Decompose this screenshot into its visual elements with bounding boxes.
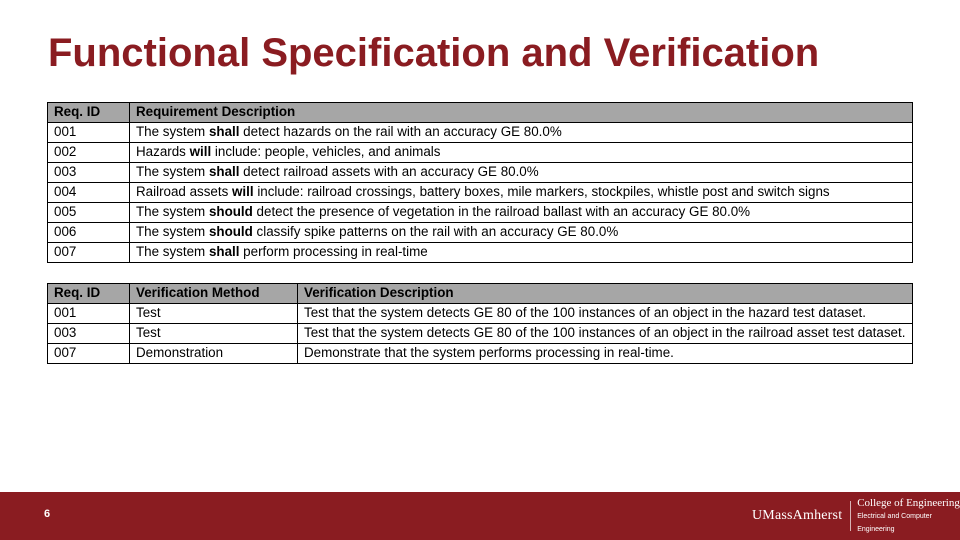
slide-title: Functional Specification and Verification bbox=[48, 31, 820, 75]
requirement-description-cell bbox=[130, 203, 913, 223]
verification-description-cell: Test that the system detects GE 80 of the 100 instances of an object in the hazard test dataset. bbox=[298, 304, 913, 324]
college-block bbox=[851, 497, 960, 536]
requirement-keyword: shall bbox=[208, 164, 240, 179]
requirement-keyword: should bbox=[208, 204, 253, 219]
req-id-cell: 001 bbox=[48, 304, 130, 324]
requirements-table bbox=[47, 102, 913, 263]
table-row bbox=[48, 143, 913, 163]
requirement-description-cell bbox=[130, 223, 913, 243]
req-id-cell: 003 bbox=[48, 163, 130, 183]
verification-description-cell: Test that the system detects GE 80 of the 100 instances of an object in the railroad asset test dataset. bbox=[298, 324, 913, 344]
description-text: perform processing in real-time bbox=[239, 244, 428, 259]
req-id-cell: 007 bbox=[48, 243, 130, 263]
description-text: The system bbox=[136, 224, 209, 239]
req-id-cell: 001 bbox=[48, 123, 130, 143]
requirement-description-cell bbox=[130, 143, 913, 163]
verification-method-cell: Test bbox=[130, 324, 298, 344]
table-row bbox=[48, 344, 913, 364]
university-name: UMassAmherst bbox=[752, 508, 843, 523]
requirement-description-cell bbox=[130, 123, 913, 143]
requirement-description-cell bbox=[130, 163, 913, 183]
table-row bbox=[48, 203, 913, 223]
description-text: include: railroad crossings, battery boxes, mile markers, stockpiles, whistle post and switch signs bbox=[253, 184, 830, 199]
table-row bbox=[48, 123, 913, 143]
req-id-cell: 006 bbox=[48, 223, 130, 243]
table-row bbox=[48, 324, 913, 344]
table-row bbox=[48, 304, 913, 324]
column-header-verification-method: Verification Method bbox=[130, 284, 298, 304]
page-number: 6 bbox=[44, 508, 51, 520]
column-header-requirement-description: Requirement Description bbox=[130, 103, 913, 123]
umass-logo bbox=[752, 496, 960, 533]
verification-method-cell: Test bbox=[130, 304, 298, 324]
requirement-keyword: will bbox=[189, 144, 212, 159]
department-name: Electrical and Computer Engineering bbox=[857, 512, 932, 533]
description-text: The system bbox=[136, 244, 209, 259]
table-header-row bbox=[48, 284, 913, 304]
table-row bbox=[48, 183, 913, 203]
description-text: detect hazards on the rail with an accuracy GE 80.0% bbox=[239, 124, 562, 139]
requirement-keyword: shall bbox=[208, 124, 240, 139]
description-text: Hazards bbox=[136, 144, 190, 159]
table-header-row bbox=[48, 103, 913, 123]
req-id-cell: 007 bbox=[48, 344, 130, 364]
description-text: The system bbox=[136, 164, 209, 179]
req-id-cell: 005 bbox=[48, 203, 130, 223]
description-text: detect the presence of vegetation in the railroad ballast with an accuracy GE 80.0% bbox=[252, 204, 751, 219]
description-text: include: people, vehicles, and animals bbox=[211, 144, 441, 159]
college-name: College of Engineering bbox=[857, 496, 960, 509]
requirement-keyword: should bbox=[208, 224, 253, 239]
requirement-description-cell bbox=[130, 243, 913, 263]
requirement-description-cell bbox=[130, 183, 913, 203]
footer-bar bbox=[0, 492, 960, 540]
req-id-cell: 004 bbox=[48, 183, 130, 203]
column-header-req-id: Req. ID bbox=[48, 284, 130, 304]
verification-method-cell: Demonstration bbox=[130, 344, 298, 364]
table-row bbox=[48, 243, 913, 263]
description-text: detect railroad assets with an accuracy GE 80.0% bbox=[239, 164, 539, 179]
requirement-keyword: will bbox=[232, 184, 254, 199]
verification-description-cell: Demonstrate that the system performs processing in real-time. bbox=[298, 344, 913, 364]
column-header-verification-description: Verification Description bbox=[298, 284, 913, 304]
description-text: classify spike patterns on the rail with an accuracy GE 80.0% bbox=[252, 224, 619, 239]
description-text: The system bbox=[136, 204, 209, 219]
table-row bbox=[48, 223, 913, 243]
requirement-keyword: shall bbox=[208, 244, 240, 259]
req-id-cell: 002 bbox=[48, 143, 130, 163]
column-header-req-id: Req. ID bbox=[48, 103, 130, 123]
table-row bbox=[48, 163, 913, 183]
req-id-cell: 003 bbox=[48, 324, 130, 344]
description-text: The system bbox=[136, 124, 209, 139]
verification-table bbox=[47, 283, 913, 364]
description-text: Railroad assets bbox=[136, 184, 233, 199]
